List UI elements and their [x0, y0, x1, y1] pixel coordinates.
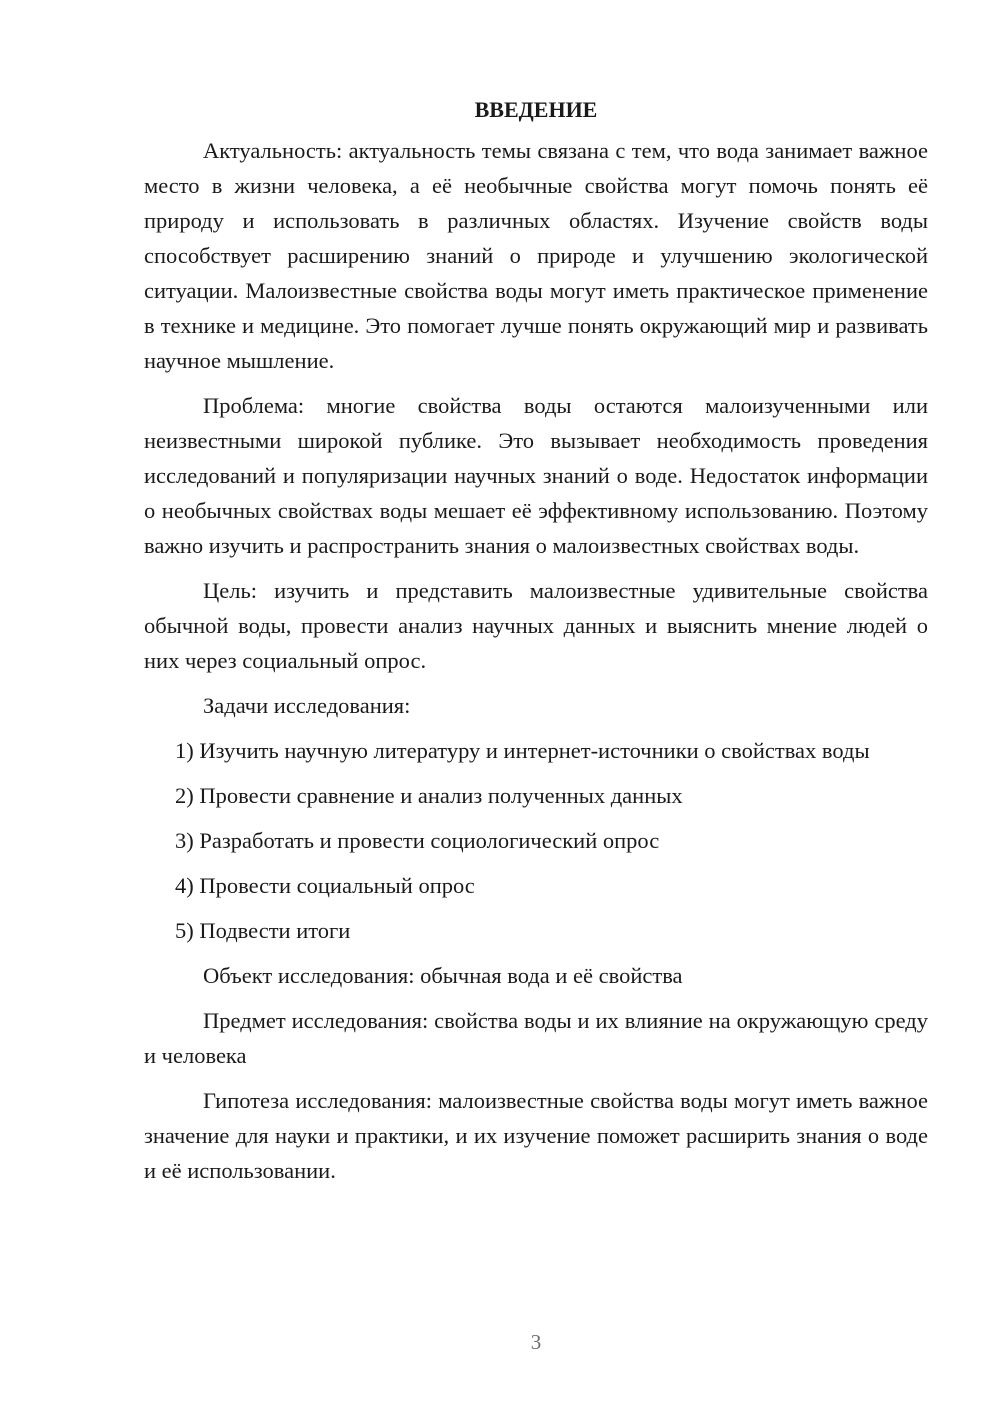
goal-paragraph: Цель: изучить и представить малоизвестные удивительные свойства обычной воды, провести анализ научных данных и выяснить мнение людей о них через социальный опрос.: [144, 578, 928, 673]
page-content: [144, 92, 928, 1198]
tasks-heading: Задачи исследования:: [203, 693, 411, 718]
hypothesis-paragraph: Гипотеза исследования: малоизвестные свойства воды могут иметь важное значение для науки и практики, и их изучение поможет расширить знания о воде и её использовании.: [144, 1088, 928, 1183]
subject-paragraph: Предмет исследования: свойства воды и их влияние на окружающую среду и человека: [144, 1008, 928, 1068]
problem-paragraph: Проблема: многие свойства воды остаются малоизученными или неизвестными широкой публике. Это вызывает необходимость проведения исследований и популяризации научных знаний о воде. Недостаток информации о необычных свойствах воды мешает её эффективному использованию. Поэтому важно изучить и распространить знания о малоизвестных свойствах воды.: [144, 393, 928, 558]
object-paragraph: Объект исследования: обычная вода и её свойства: [203, 963, 683, 988]
relevance-paragraph: Актуальность: актуальность темы связана с тем, что вода занимает важное место в жизни человека, а её необычные свойства могут помочь понять её природу и использовать в различных областях. Изучение свойств воды способствует расширению знаний о природе и улучшению экологической ситуации. Малоизвестные свойства воды могут иметь практическое применение в технике и медицине. Это помогает лучше понять окружающий мир и развивать научное мышление.: [144, 138, 928, 373]
task-item: 1) Изучить научную литературу и интернет-источники о свойствах воды: [175, 738, 870, 763]
task-item: 3) Разработать и провести социологический опрос: [175, 828, 660, 853]
task-item: 5) Подвести итоги: [175, 918, 351, 943]
page-number: 3: [530, 1330, 542, 1354]
task-item: 4) Провести социальный опрос: [175, 873, 475, 898]
task-item: 2) Провести сравнение и анализ полученных данных: [175, 783, 683, 808]
section-title: ВВЕДЕНИЕ: [474, 97, 598, 122]
